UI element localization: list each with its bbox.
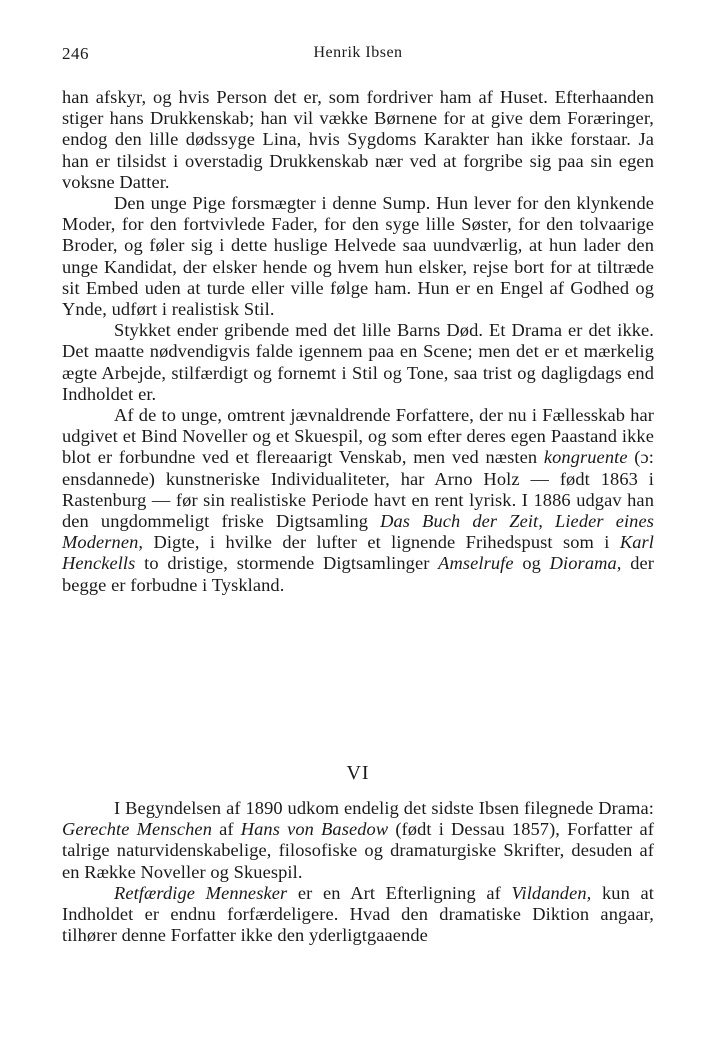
page-header — [62, 44, 654, 68]
italic-term: kongruente — [543, 447, 628, 468]
paragraph-6 — [62, 883, 654, 947]
book-title: Das Buch der Zeit, Lieder eines Modernen, — [62, 511, 654, 553]
paragraph-3: Stykket ender gribende med det lille Barns Død. Et Drama er det ikke. Det maatte nødvendigvis falde igennem paa en Scene; men det er et mærkelig ægte Arbejde, stilfærdigt og fornemt i Stil og Tone, saa trist og dagligdags end Indholdet er. — [62, 320, 654, 404]
play-title: Vildanden, — [511, 882, 592, 903]
play-title: Gerechte Menschen — [62, 819, 212, 840]
text-run: af — [212, 819, 241, 840]
text-run: er en Art Efterligning af — [287, 882, 512, 903]
book-title: Diorama, — [549, 553, 622, 574]
text-run: (født i Dessau 1857), Forfatter af talrige naturvidenskabelige, filosofiske og dramaturgiske Skrifter, desuden af en Række Noveller og Skuespil. — [62, 819, 654, 882]
text-run: Af de to unge, omtrent jævnaldrende Forfattere, der nu i Fællesskab har udgivet et Bind Noveller og et Skuespil, og som efter deres egen Paastand ikke blot er forbundne ved et flereaarigt Venskab, men ved næsten — [62, 405, 654, 468]
paragraph-1: han afskyr, og hvis Person det er, som fordriver ham af Huset. Efterhaanden stiger hans Drukkenskab; han vil vække Børnene for at give dem Foræringer, endog den lille dødssyge Lina, hvis Sygdoms Karakter han ikke forstaar. Ja han er tilsidst i overstadig Drukkenskab nær ved at forgribe sig paa sin egen voksne Datter. — [62, 87, 654, 192]
text-run: og — [513, 553, 550, 574]
section-heading: VI — [346, 762, 370, 784]
body-text-section-2 — [62, 798, 654, 946]
author-name: Hans von Basedow — [240, 819, 389, 840]
text-run: Digte, i hvilke der lufter et lignende Frihedspust som i — [143, 532, 620, 553]
paragraph-2: Den unge Pige forsmægter i denne Sump. Hun lever for den klynkende Moder, for den fortvivlede Fader, for den syge lille Søster, for den tolvaarige Broder, og føler sig i dette huslige Helvede saa uundværlig, at hun lader den unge Kandidat, der elsker hende og hvem hun elsker, rejse bort for at tiltræde sit Embed uden at turde eller ville følge ham. Hun er en Engel af Godhed og Ynde, udført i realistisk Stil. — [62, 193, 654, 320]
author-name: Karl Henckells — [62, 532, 654, 574]
text-run: (ɔ: ensdannede) kunstneriske Individualiteter, har Arno Holz — født 1863 i Rastenburg — før sin realistiske Periode havt en rent lyrisk. I 1886 udgav han den ungdommeligt friske Digtsamling — [62, 447, 654, 532]
page-number: 246 — [62, 44, 89, 63]
paragraph-4 — [62, 405, 654, 596]
play-title: Retfærdige Mennesker — [114, 882, 288, 903]
paragraph-5 — [62, 798, 654, 883]
text-run: to dristige, stormende Digtsamlinger — [135, 553, 439, 574]
body-text-section-1 — [62, 87, 654, 596]
book-title: Amselrufe — [438, 553, 514, 574]
text-run: kun at Indholdet er endnu forfærdeligere. Hvad den dramatiske Diktion angaar, tilhører denne Forfatter ikke den yderligtgaaende — [62, 882, 654, 946]
running-head: Henrik Ibsen — [313, 44, 403, 61]
text-run: der begge er forbudne i Tyskland. — [62, 553, 654, 595]
text-run: I Begyndelsen af 1890 udkom endelig det sidste Ibsen filegnede Drama: — [114, 798, 654, 818]
